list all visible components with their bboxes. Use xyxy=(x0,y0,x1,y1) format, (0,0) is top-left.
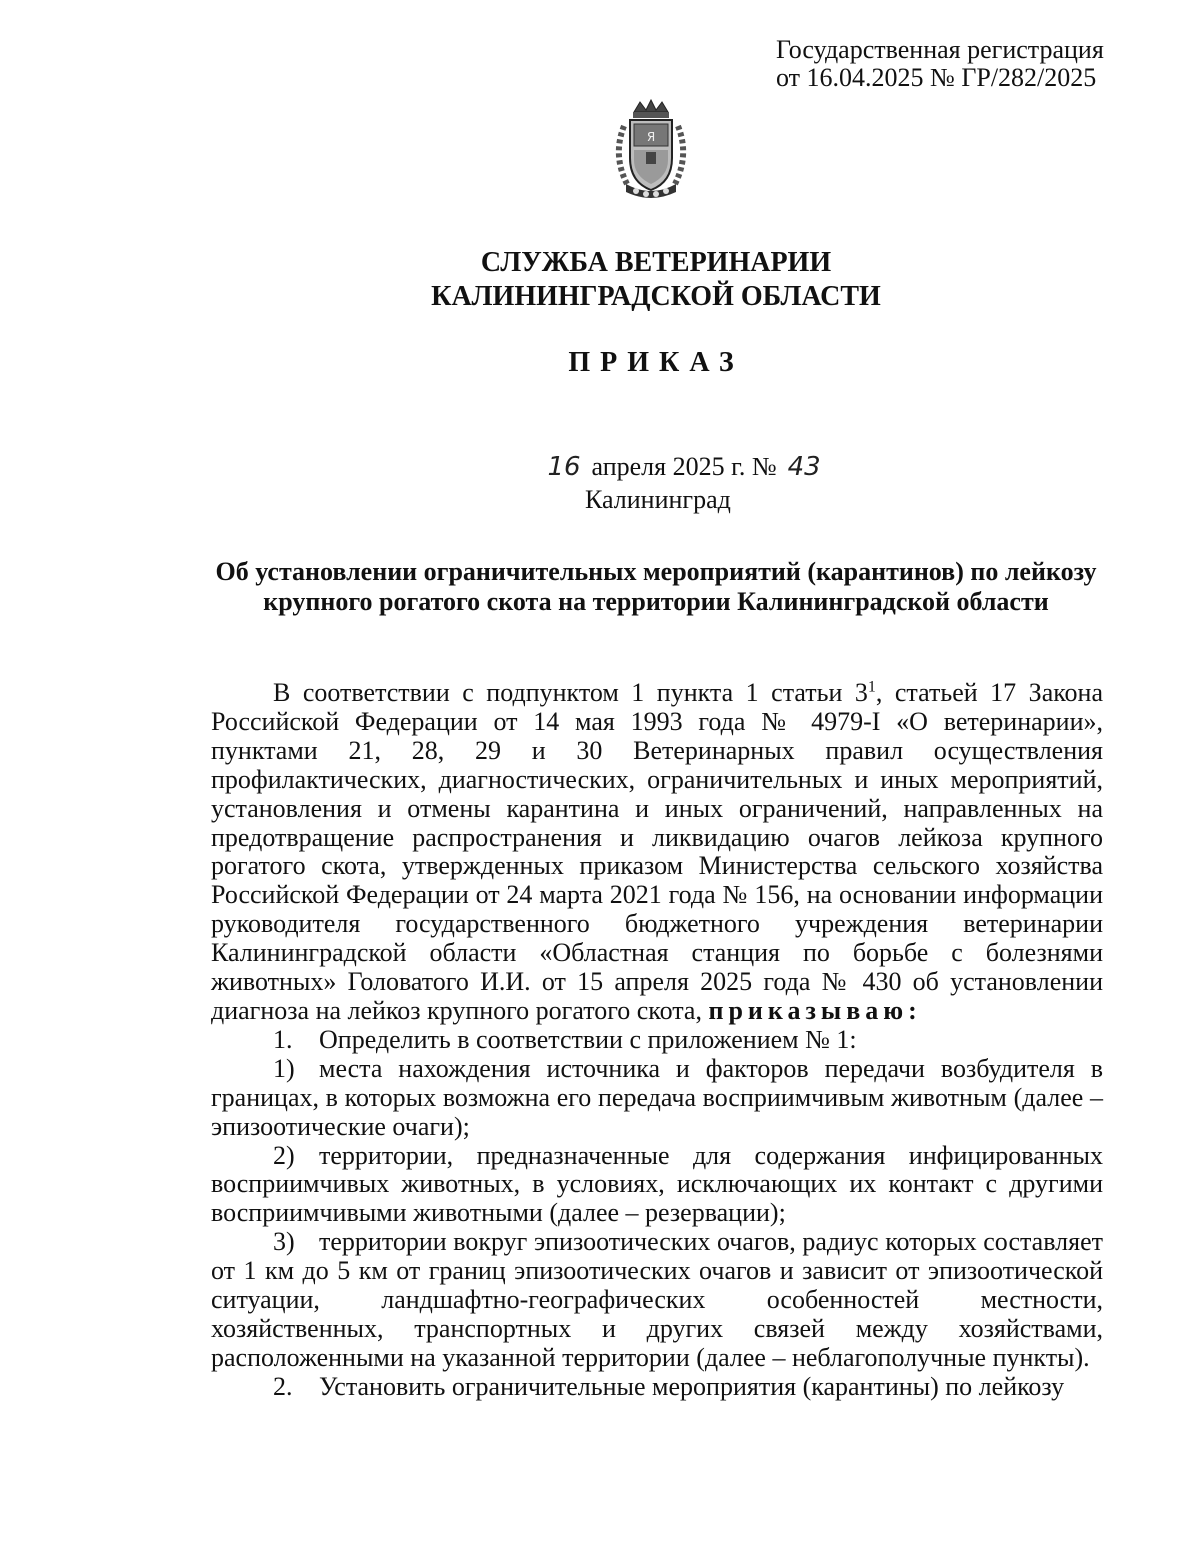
preamble-paragraph xyxy=(211,679,1103,1026)
item-number: 1. xyxy=(273,1024,293,1054)
preamble-text-a: В соответствии с подпунктом 1 пункта 1 статьи 3 xyxy=(273,678,868,707)
document-title xyxy=(210,557,1102,617)
preamble-text-b: , статьей 17 Закона Российской Федерации от 14 мая 1993 года № 4979-I «О ветеринарии», пунктами 21, 28, 29 и 30 Ветеринарных правил осуществления профилактических, диагностических, ограничительных и иных мероприятий, установления и отмены карантина и иных ограничений, направленных на предотвращение распространения и ликвидацию очагов лейкоза крупного рогатого скота, утвержденных приказом Министерства сельского хозяйства Российской Федерации от 24 марта 2021 года № 156, на основании информации руководителя государственного бюджетного учреждения ветеринарии Калининградской области «Областная станция по борьбе с болезнями животных» Головатого И.И. от 15 апреля 2025 года № 430 об установлении диагноза на лейкоз крупного рогатого скота, xyxy=(211,678,1103,1025)
list-item xyxy=(211,1228,1103,1373)
organization-name xyxy=(0,246,1200,314)
item-number: 2. xyxy=(273,1371,293,1401)
organization-name-line-2: КАЛИНИНГРАДСКОЙ ОБЛАСТИ xyxy=(431,281,881,312)
list-item xyxy=(211,1055,1103,1142)
document-title-line-1: Об установлении ограничительных мероприятий (карантинов) по лейкозу xyxy=(215,557,1097,586)
document-dateline xyxy=(543,452,825,482)
document-title-line-2: крупного рогатого скота на территории Калининградской области xyxy=(263,587,1049,616)
organization-name-line-1: СЛУЖБА ВЕТЕРИНАРИИ xyxy=(480,247,832,278)
order-word: приказываю: xyxy=(708,995,922,1025)
coat-of-arms-icon xyxy=(606,98,696,200)
item-number: 3) xyxy=(273,1227,295,1257)
item-text: Определить в соответствии с приложением № 1: xyxy=(319,1024,857,1054)
handwritten-day: 16 xyxy=(547,452,581,482)
list-item xyxy=(211,1142,1103,1229)
item-number: 1) xyxy=(273,1053,295,1083)
item-text: места нахождения источника и факторов передачи возбудителя в границах, в которых возможна его передача восприимчивым животным (далее – эпизоотические очаги); xyxy=(211,1053,1103,1141)
svg-text:Я: Я xyxy=(646,130,656,144)
registration-line-2: от 16.04.2025 № ГР/282/2025 xyxy=(776,63,1097,92)
document-city: Калининград xyxy=(585,485,731,514)
list-item xyxy=(211,1373,1103,1402)
registration-line-1: Государственная регистрация xyxy=(776,35,1104,64)
item-text: территории, предназначенные для содержания инфицированных восприимчивых животных, в условиях, исключающих их контакт с другими восприимчивыми животными (далее – резервации); xyxy=(211,1140,1103,1228)
registration-stamp xyxy=(776,36,1116,92)
preamble-superscript: 1 xyxy=(867,678,876,696)
item-text: территории вокруг эпизоотических очагов, радиус которых составляет от 1 км до 5 км от границ эпизоотических очагов и зависит от эпизоотической ситуации, ландшафтно-географических особенностей местности, хозяйственных, транспортных и других связей между хозяйствами, расположенными на указанной территории (далее – неблагополучные пункты). xyxy=(211,1227,1103,1372)
item-number: 2) xyxy=(273,1140,295,1170)
document-body xyxy=(211,679,1103,1402)
list-item xyxy=(211,1026,1103,1055)
document-type: ПРИКАЗ xyxy=(568,347,744,378)
handwritten-number: 43 xyxy=(787,452,821,482)
item-text: Установить ограничительные мероприятия (карантины) по лейкозу xyxy=(319,1371,1065,1401)
dateline-month-year: апреля 2025 г. № xyxy=(591,452,777,481)
